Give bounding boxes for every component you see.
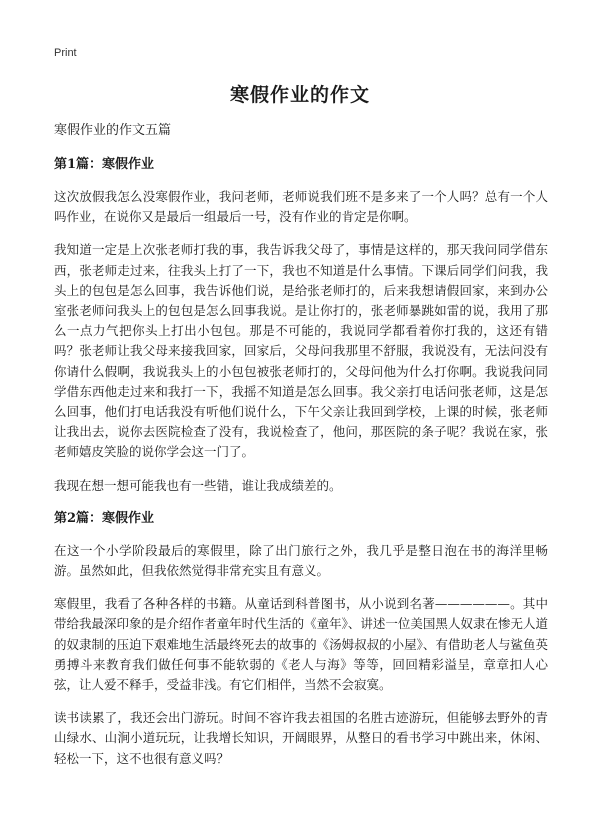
paragraph: 读书读累了，我还会出门游玩。时间不容许我去祖国的名胜古迹游玩，但能够去野外的青山绿水、山涧小道玩玩，让我增长知识，开阔眼界，从整日的看书学习中跳出来，休闲、轻松一下，这不也很有意义吗？ <box>54 710 548 766</box>
section-heading-2: 第2篇：寒假作业 <box>54 510 155 526</box>
section-heading-1: 第1篇：寒假作业 <box>54 157 155 172</box>
paragraph: 我知道一定是上次张老师打我的事，我告诉我父母了，事情是这样的，那天我问同学借东西，张老师走过来，往我头上打了一下，我也不知道是什么事情。下课后同学们问我，我头上的包包是怎么回事，我告诉他们说，是给张老师打的，后来我想请假回家，来到办公室张老师问我头上的包包是怎么回事我说。是让你打的，张老师暴跳如雷的说，我用了那么一点力气把你头上打出小包包。那是不可能的，我说同学都看着你打我的，这还有错吗？张老师让我父母来接我回家，回家后，父母问我那里不舒服，我说没有，无法问没有你请什么假啊，我说我头上的小包包被张老师打的，父母问他为什么打你啊。我说我问同学借东西他走过来和我打一下，我摇不知道是怎么回事。我父亲打电话问张老师，这是怎么回事，他们打电话我没有听他们说什么，下午父亲让我回到学校，上课的时候，张老师让我出去，说你去医院检查了没有，我说检查了，他问，那医院的条子呢？我说在家，张老师嬉皮笑脸的说你学会这一门了。 <box>54 242 548 460</box>
document-title: 寒假作业的作文 <box>229 84 370 106</box>
paragraph: 我现在想一想可能我也有一些错，谁让我成绩差的。 <box>54 477 342 493</box>
paragraph: 在这一个小学阶段最后的寒假里，除了出门旅行之外，我几乎是整日泡在书的海洋里畅游。虽然如此，但我依然觉得非常充实且有意义。 <box>54 542 548 579</box>
paragraph: 寒假里，我看了各种各样的书籍。从童话到科普图书，从小说到名著——————。其中带给我最深印象的是介绍作者童年时代生活的《童年》、讲述一位美国黑人奴隶在惨无人道的奴隶制的压迫下艰难地生活最终死去的故事的《汤姆叔叔的小屋》、有借助老人与鲨鱼英勇搏斗来教育我们做任何事不能软弱的《老人与海》等等，回回精彩溢呈，章章扣人心弦，让人爱不释手，受益非浅。有它们相伴，当然不会寂寞。 <box>54 596 548 693</box>
paragraph: 这次放假我怎么没寒假作业，我问老师，老师说我们班不是多来了一个人吗？总有一个人吗作业，在说你又是最后一组最后一号，没有作业的肯定是你啊。 <box>54 189 548 225</box>
document-subtitle: 寒假作业的作文五篇 <box>54 123 172 138</box>
print-label[interactable]: Print <box>54 47 77 59</box>
document-body <box>54 121 548 782</box>
